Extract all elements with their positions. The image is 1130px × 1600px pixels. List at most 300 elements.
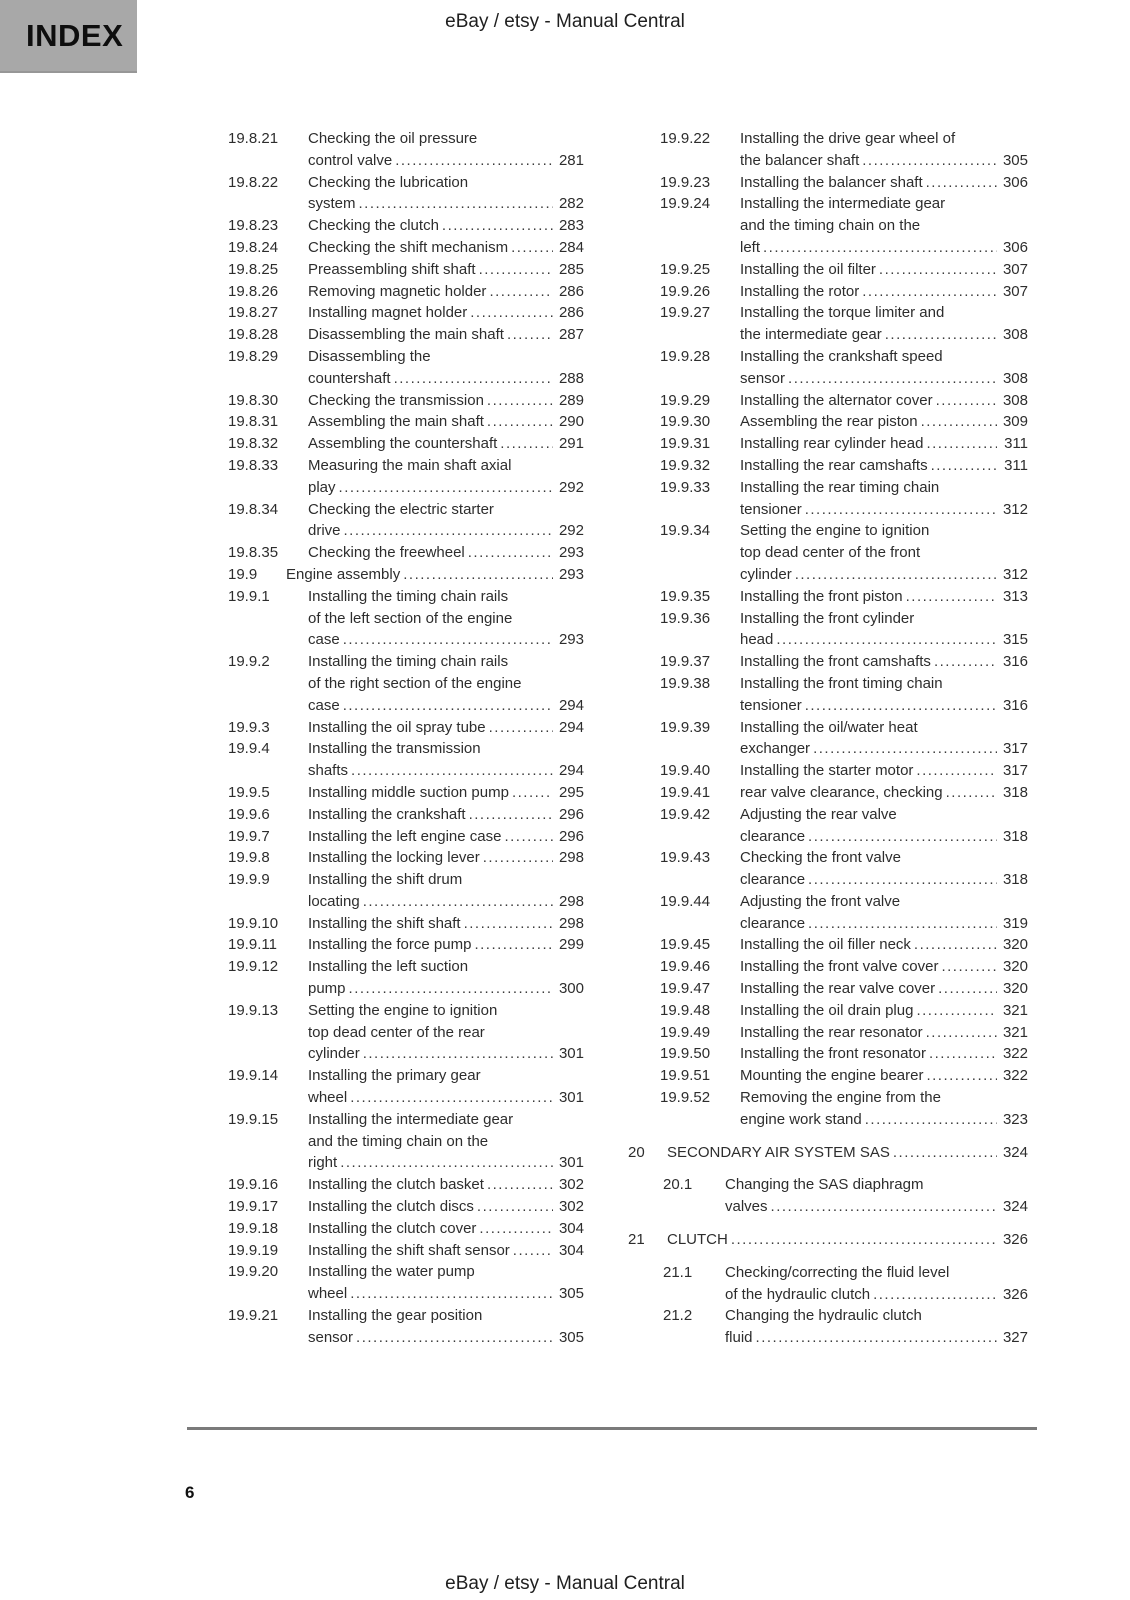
entry-page-number: 324 [1002,1143,1028,1161]
entry-line [740,150,1028,172]
entry-body [740,847,1028,891]
entry-body [308,172,584,216]
entry-line: Measuring the main shaft axial [308,456,512,474]
entry-line [308,411,584,433]
entry-line [740,1109,1028,1131]
toc-entry [660,978,1028,1000]
entry-leader-dots [929,1043,997,1065]
entry-title-text: Preassembling shift shaft [308,260,476,278]
entry-body [308,738,584,782]
entry-leader-dots [349,978,553,1000]
entry-page-number: 307 [1002,282,1028,300]
entry-title-text: cylinder [740,565,792,583]
entry-title-text: exchanger [740,740,811,758]
entry-leader-dots [893,1142,997,1164]
entry-line [740,586,1028,608]
entry-title-text: Installing magnet holder [308,304,468,322]
entry-body [308,215,584,237]
toc-entry [663,1305,1028,1349]
toc-entry [228,934,584,956]
entry-number: 19.9.26 [660,282,711,300]
toc-entry [228,956,584,1000]
entry-line: Installing the shift drum [308,871,463,889]
entry-line [308,891,584,913]
entry-leader-dots [351,760,553,782]
entry-page-number: 322 [1002,1067,1028,1085]
entry-leader-dots [487,1174,553,1196]
entry-body [286,564,584,586]
toc-entry [660,934,1028,956]
entry-line [740,738,1028,760]
entry-line [308,760,584,782]
entry-number: 19.9.34 [660,522,711,540]
entry-number: 19.8.33 [228,456,279,474]
entry-page-number: 317 [1002,762,1028,780]
entry-number: 19.9.14 [228,1067,279,1085]
entry-line: Installing the intermediate gear [740,195,946,213]
entry-title-text: sensor [308,1328,354,1346]
entry-title-text: Checking the clutch [308,217,439,235]
entry-leader-dots [776,629,997,651]
entry-number: 19.8.35 [228,544,279,562]
entry-line: Installing the torque limiter and [740,304,945,322]
toc-entry [660,608,1028,652]
entry-body [740,1087,1028,1131]
entry-leader-dots [865,1109,997,1131]
entry-number: 19.8.26 [228,282,279,300]
entry-page-number: 305 [558,1328,584,1346]
entry-line [308,782,584,804]
entry-title-text: fluid [725,1329,753,1347]
toc-entry [228,1000,584,1065]
entry-line [740,281,1028,303]
entry-body [740,934,1028,956]
entry-page-number: 321 [1002,1023,1028,1041]
entry-line [740,390,1028,412]
entry-line [308,913,584,935]
entry-line [308,804,584,826]
toc-entry [228,128,584,172]
entry-page-number: 289 [558,391,584,409]
entry-number: 19.9.20 [228,1263,279,1281]
entry-line [740,172,1028,194]
toc-entry [228,564,584,586]
entry-leader-dots [906,586,997,608]
entry-number: 19.9.1 [228,587,270,605]
entry-page-number: 308 [1002,326,1028,344]
entry-number: 19.9.13 [228,1001,279,1019]
entry-leader-dots [442,215,553,237]
entry-title-text: Installing the oil filler neck [740,936,911,954]
entry-leader-dots [885,324,997,346]
entry-page-number: 320 [1002,958,1028,976]
entry-title-text: Installing the front piston [740,587,903,605]
entry-leader-dots [504,826,553,848]
entry-line: Adjusting the front valve [740,892,901,910]
entry-leader-dots [916,760,997,782]
entry-body [308,542,584,564]
entry-line: Checking the electric starter [308,500,494,518]
entry-page-number: 320 [1002,936,1028,954]
entry-body [308,1065,584,1109]
toc-entry [228,804,584,826]
entry-page-number: 326 [1002,1231,1028,1249]
entry-number: 19.9.16 [228,1176,279,1194]
entry-page-number: 298 [558,914,584,932]
entry-line [725,1196,1028,1218]
entry-title-text: Installing the force pump [308,936,472,954]
entry-number: 19.9.35 [660,587,711,605]
entry-body [740,128,1028,172]
header-title: eBay / etsy - Manual Central [445,11,685,32]
entry-line [308,433,584,455]
entry-page-number: 294 [558,718,584,736]
toc-entry [228,1174,584,1196]
toc-entry [660,520,1028,585]
toc-entry [660,128,1028,172]
entry-leader-dots [464,913,553,935]
entry-number: 19.9.18 [228,1219,279,1237]
entry-line [308,934,584,956]
toc-entry [228,913,584,935]
toc-entry [660,1022,1028,1044]
entry-title-text: right [308,1154,338,1172]
toc-entry [228,324,584,346]
toc-entry [228,237,584,259]
entry-line [725,1284,1028,1306]
entry-number: 19.9.4 [228,740,270,758]
entry-leader-dots [805,499,997,521]
entry-title-text: shafts [308,762,349,780]
entry-line [740,324,1028,346]
entry-body [740,586,1028,608]
toc-entry [228,411,584,433]
entry-leader-dots [487,411,553,433]
entry-body [740,302,1028,346]
entry-body [308,847,584,869]
entry-leader-dots [513,1240,553,1262]
entry-body [308,499,584,543]
entry-leader-dots [731,1229,997,1251]
entry-number: 19.9.28 [660,347,711,365]
entry-number: 19.8.32 [228,435,279,453]
entry-leader-dots [500,433,553,455]
entry-title-text: left [740,238,761,256]
entry-body [308,455,584,499]
entry-title-text: sensor [740,369,786,387]
entry-page-number: 313 [1002,587,1028,605]
toc-entry [660,1087,1028,1131]
entry-title-text: tensioner [740,696,802,714]
entry-number: 19.9.27 [660,304,711,322]
entry-number: 19.9.31 [660,435,711,453]
footer-title: eBay / etsy - Manual Central [445,1573,685,1594]
entry-leader-dots [403,564,553,586]
entry-page-number: 311 [1004,435,1028,453]
entry-page-number: 302 [558,1198,584,1216]
entry-body [308,324,584,346]
entry-title-text: of the hydraulic clutch [725,1285,871,1303]
entry-leader-dots [936,390,997,412]
toc-entry [228,1109,584,1174]
entry-body [308,956,584,1000]
entry-title-text: Removing magnetic holder [308,282,487,300]
entry-title-text: Assembling the rear piston [740,413,918,431]
entry-page-number: 294 [558,696,584,714]
entry-leader-dots [946,782,997,804]
entry-body [740,390,1028,412]
entry-title-text: Assembling the main shaft [308,413,484,431]
entry-line: Disassembling the [308,347,431,365]
entry-body [308,651,584,716]
entry-leader-dots [862,281,997,303]
entry-line: Installing the transmission [308,740,481,758]
entry-leader-dots [483,847,553,869]
entry-number: 19.8.22 [228,173,279,191]
entry-page-number: 284 [558,238,584,256]
entry-line [308,1327,584,1349]
entry-page-number: 305 [558,1285,584,1303]
entry-page-number: 323 [1002,1110,1028,1128]
entry-page-number: 298 [558,892,584,910]
entry-body [308,281,584,303]
entry-title-text: play [308,478,336,496]
entry-leader-dots [363,891,553,913]
entry-line [740,782,1028,804]
entry-number: 19.9.45 [660,936,711,954]
entry-line [740,913,1028,935]
entry-leader-dots [489,717,553,739]
entry-number: 19.9.42 [660,805,711,823]
entry-number: 19.9.39 [660,718,711,736]
entry-line [740,760,1028,782]
entry-line: Changing the SAS diaphragm [725,1176,924,1194]
entry-leader-dots [808,913,997,935]
entry-leader-dots [479,1218,553,1240]
entry-number: 20.1 [663,1176,693,1194]
entry-body [725,1174,1028,1218]
entry-title-text: Checking the transmission [308,391,484,409]
toc-column-right [628,128,1028,1349]
toc-entry [660,782,1028,804]
entry-line [740,934,1028,956]
entry-title-text: Installing middle suction pump [308,783,509,801]
entry-number: 21 [628,1231,645,1249]
entry-number: 19.9.25 [660,260,711,278]
entry-title-text: Installing the oil spray tube [308,718,486,736]
entry-line: top dead center of the rear [308,1023,485,1041]
entry-body [740,651,1028,673]
entry-line [725,1327,1028,1349]
entry-page-number: 318 [1002,827,1028,845]
entry-line [308,629,584,651]
entry-leader-dots [477,1196,553,1218]
entry-line [740,629,1028,651]
entry-body [740,1022,1028,1044]
entry-line [308,237,584,259]
entry-body [740,1000,1028,1022]
toc-entry [660,477,1028,521]
entry-title-text: Engine assembly [286,565,401,583]
entry-body [740,411,1028,433]
entry-title-text: Installing the left engine case [308,827,502,845]
entry-leader-dots [339,477,553,499]
entry-body [667,1229,1028,1251]
entry-line [740,978,1028,1000]
entry-title-text: Installing the rear resonator [740,1023,923,1041]
entry-page-number: 292 [558,478,584,496]
entry-title-text: Installing the shift shaft [308,914,461,932]
entry-body [308,804,584,826]
toc-entry [228,738,584,782]
entry-page-number: 283 [558,217,584,235]
entry-page-number: 291 [558,435,584,453]
entry-number: 19.9.46 [660,958,711,976]
toc-entry [228,1261,584,1305]
entry-number: 19.9.48 [660,1001,711,1019]
entry-leader-dots [926,433,997,455]
entry-title-text: Installing the oil drain plug [740,1001,914,1019]
entry-body [308,1305,584,1349]
entry-line [667,1229,1028,1251]
entry-number: 21.2 [663,1307,693,1325]
entry-body [308,1240,584,1262]
entry-title-text: Installing rear cylinder head [740,435,924,453]
entry-title-text: Checking the freewheel [308,544,465,562]
entry-page-number: 292 [558,522,584,540]
entry-number: 19.8.29 [228,347,279,365]
entry-number: 19.9.5 [228,783,270,801]
entry-body [725,1262,1028,1306]
entry-title-text: Installing the alternator cover [740,391,933,409]
entry-line [308,1174,584,1196]
entry-number: 19.8.31 [228,413,279,431]
entry-leader-dots [921,411,997,433]
entry-line: Installing the primary gear [308,1067,481,1085]
entry-title-text: clearance [740,827,806,845]
entry-page-number: 300 [558,980,584,998]
entry-leader-dots [926,172,997,194]
entry-leader-dots [394,368,553,390]
toc-entry [660,956,1028,978]
entry-number: 19.9.36 [660,609,711,627]
entry-number: 19.8.28 [228,326,279,344]
entry-page-number: 296 [558,827,584,845]
toc-entry [660,193,1028,258]
entry-leader-dots [363,1043,553,1065]
entry-number: 19.9.38 [660,674,711,692]
entry-line [740,1022,1028,1044]
entry-line [308,847,584,869]
entry-line [740,259,1028,281]
entry-leader-dots [862,150,997,172]
entry-body [308,586,584,651]
entry-page-number: 299 [558,936,584,954]
entry-page-number: 322 [1002,1045,1028,1063]
entry-number: 19.9.2 [228,653,270,671]
entry-body [740,782,1028,804]
entry-title-text: SECONDARY AIR SYSTEM SAS [667,1143,890,1161]
entry-line [308,324,584,346]
entry-leader-dots [395,150,553,172]
entry-line [308,1087,584,1109]
entry-line [308,695,584,717]
entry-leader-dots [808,826,997,848]
entry-leader-dots [350,1283,553,1305]
entry-number: 20 [628,1143,645,1161]
entry-number: 21.1 [663,1263,693,1281]
entry-line: Setting the engine to ignition [740,522,930,540]
entry-number: 19.9.43 [660,849,711,867]
entry-line: Removing the engine from the [740,1089,941,1107]
entry-line [308,520,584,542]
entry-leader-dots [931,455,997,477]
entry-title-text: Installing the crankshaft [308,805,466,823]
entry-line [740,651,1028,673]
entry-page-number: 301 [558,1154,584,1172]
entry-page-number: 308 [1002,369,1028,387]
entry-body [308,869,584,913]
entry-leader-dots [474,934,553,956]
entry-number: 19.9.29 [660,391,711,409]
entry-body [308,1261,584,1305]
entry-line [740,433,1028,455]
toc-entry [660,1000,1028,1022]
entry-body [667,1142,1028,1164]
entry-number: 19.9.6 [228,805,270,823]
entry-page-number: 301 [558,1089,584,1107]
entry-body [740,346,1028,390]
entry-leader-dots [470,302,553,324]
toc-entry [228,346,584,390]
entry-body [308,934,584,956]
entry-line [308,302,584,324]
entry-page-number: 308 [1002,391,1028,409]
entry-number: 19.9.47 [660,980,711,998]
entry-line [286,564,584,586]
entry-leader-dots [344,520,553,542]
entry-title-text: Installing the clutch cover [308,1219,477,1237]
entry-page-number: 301 [558,1045,584,1063]
entry-page-number: 282 [558,195,584,213]
entry-number: 19.9.44 [660,892,711,910]
entry-page-number: 298 [558,849,584,867]
entry-title-text: locating [308,892,360,910]
entry-title-text: Installing the rear valve cover [740,980,936,998]
entry-body [308,302,584,324]
entry-title-text: Installing the rotor [740,282,860,300]
entry-line [308,193,584,215]
toc-entry [660,891,1028,935]
entry-body [740,259,1028,281]
entry-page-number: 317 [1002,740,1028,758]
entry-number: 19.8.34 [228,500,279,518]
entry-line: Installing the water pump [308,1263,475,1281]
entry-leader-dots [938,978,997,1000]
entry-number: 19.9.17 [228,1198,279,1216]
entry-title-text: rear valve clearance, checking [740,783,943,801]
toc-entry [628,1142,1028,1164]
entry-page-number: 315 [1002,631,1028,649]
entry-leader-dots [805,695,997,717]
entry-title-text: cylinder [308,1045,360,1063]
entry-body [308,1000,584,1065]
entry-body [740,172,1028,194]
entry-title-text: Installing the front camshafts [740,653,931,671]
entry-page-number: 286 [558,304,584,322]
entry-number: 19.9.49 [660,1023,711,1041]
entry-body [308,346,584,390]
